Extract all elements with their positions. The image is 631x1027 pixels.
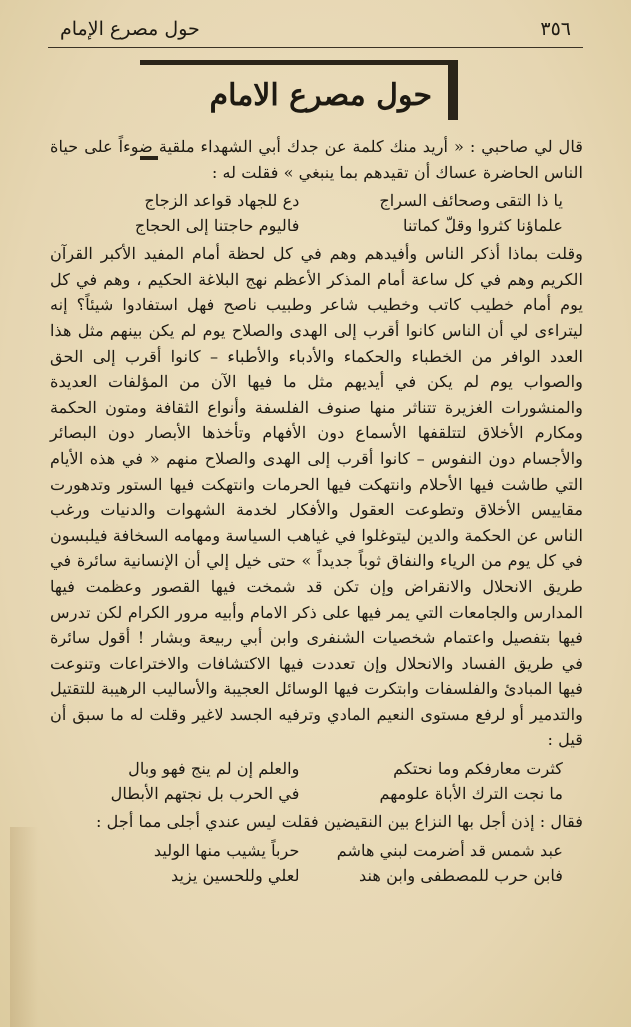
hemistich: فابن حرب للمصطفى وابن هند <box>359 865 563 885</box>
poem-verse <box>50 838 583 888</box>
poem-verse <box>50 188 583 238</box>
hemistich: والعلم إن لم ينج فهو وبال <box>128 759 300 779</box>
running-title: حول مصرع الإمام <box>60 18 200 40</box>
hemistich: دع للجهاد قواعد الزجاج <box>144 191 300 211</box>
header-rule <box>48 47 583 48</box>
page-number: ٣٥٦ <box>540 18 571 40</box>
title-frame-top <box>140 60 458 65</box>
hemistich: فاليوم حاجتنا إلى الحجاج <box>134 216 300 236</box>
title-frame-side <box>448 60 458 120</box>
article-title-frame <box>140 60 458 120</box>
page-edge-stain <box>10 827 38 1027</box>
hemistich: في الحرب بل نجتهم الأبطال <box>110 784 300 804</box>
poem-verse <box>50 756 583 806</box>
paragraph: وقلت بماذا أذكر الناس وأفيدهم وهم في كل لحظة أمام المفيد الأكبر القرآن الكريم وهم في كل ساعة أمام المذكر الأعظم نهج البلاغة الحكيم ، وهم في كل يوم أمام خطيب كاتب وخطيب شاعر وطبيب ناصح فهل استفادوا شيئاً؟ إنه ليتراءى لي أن الناس كانوا أقرب إلى الهدى والصلاح يوم لم يكن بينهم مثل هذا العدد الوافر من الخطباء والحكماء والأدباء والأطباء – كانوا أقرب إلى الحق والصواب يوم لم يكن في أيديهم مثل ما فيها الآن من المؤلفات العديدة والمنشورات الغزيرة تتناثر منها صنوف الفلسفة وأنواع الثقافة ومتون الحكمة ومكارم الأخلاق لتتلقفها الأسماع دون الأفهام وتأخذها الأبصار دون البصائر والأجسام دون النفوس – كانوا أقرب إلى الهدى والصلاح منهم « في هذه الأيام التي طاشت فيها الأحلام وانتهكت فيها الحرمات وانتهكت فيها الستور وتدهورت مقاييس الأخلاق وتطوعت العقول والأفكار لخدمة الشهوات والدنيات ورغب الناس عن الحكمة والدين ليتوغلوا في غياهب السياسة ومهامه السخافة فيلبسون في كل يوم من الرياء والنفاق ثوباً جديداً » حتى خيل إلي أن الإنسانية سائرة في طريق الانحلال والانقراض وإن تكن قد شمخت فيها القصور وعظمت فيها المدارس والجامعات التي يمر فيها على ذكر الامام وأبيه مرور الكرام لكن تدرس فيها بتفصيل واعتمام شخصيات الشنفرى وابن أبي ربيعة وبشار ! أقول سائرة في طريق الفساد والانحلال وإن تعددت فيها الاكتشافات والاختراعات وتنوعت فيها المبادئ والفلسفات وابتكرت فيها الوسائل العجيبة والأساليب الرهيبة للتقتيل والتدمير أو لرفع مستوى النعيم المادي وترفيه الجسد لاغير وقلت له ما سبق أن قيل : <box>50 244 583 750</box>
hemistich: لعلي وللحسين يزيد <box>170 865 300 885</box>
hemistich: كثرت معارفكم وما نحتكم <box>393 759 563 779</box>
paragraph: فقال : إذن أجل بها النزاع بين النقيضين فقلت ليس عندي أجلى مما أجل : <box>96 812 583 832</box>
hemistich: حرباً يشيب منها الوليد <box>153 840 300 860</box>
article-title: حول مصرع الامام <box>209 78 432 113</box>
hemistich: عبد شمس قد أضرمت لبني هاشم <box>336 840 563 860</box>
hemistich: ما نجت الترك الأباة علومهم <box>379 784 563 804</box>
running-head <box>60 14 571 44</box>
hemistich: يا ذا التقى وصحائف السراج <box>379 191 563 211</box>
article-body <box>50 134 583 891</box>
paragraph: قال لي صاحبي : « أريد منك كلمة عن جدك أبي الشهداء ملقية ضوءاً على حياة الناس الحاضرة عساك أن تقيدهم بما ينبغي » فقلت له : <box>50 137 583 182</box>
hemistich: علماؤنا كثروا وقلّ كماتنا <box>403 216 563 236</box>
